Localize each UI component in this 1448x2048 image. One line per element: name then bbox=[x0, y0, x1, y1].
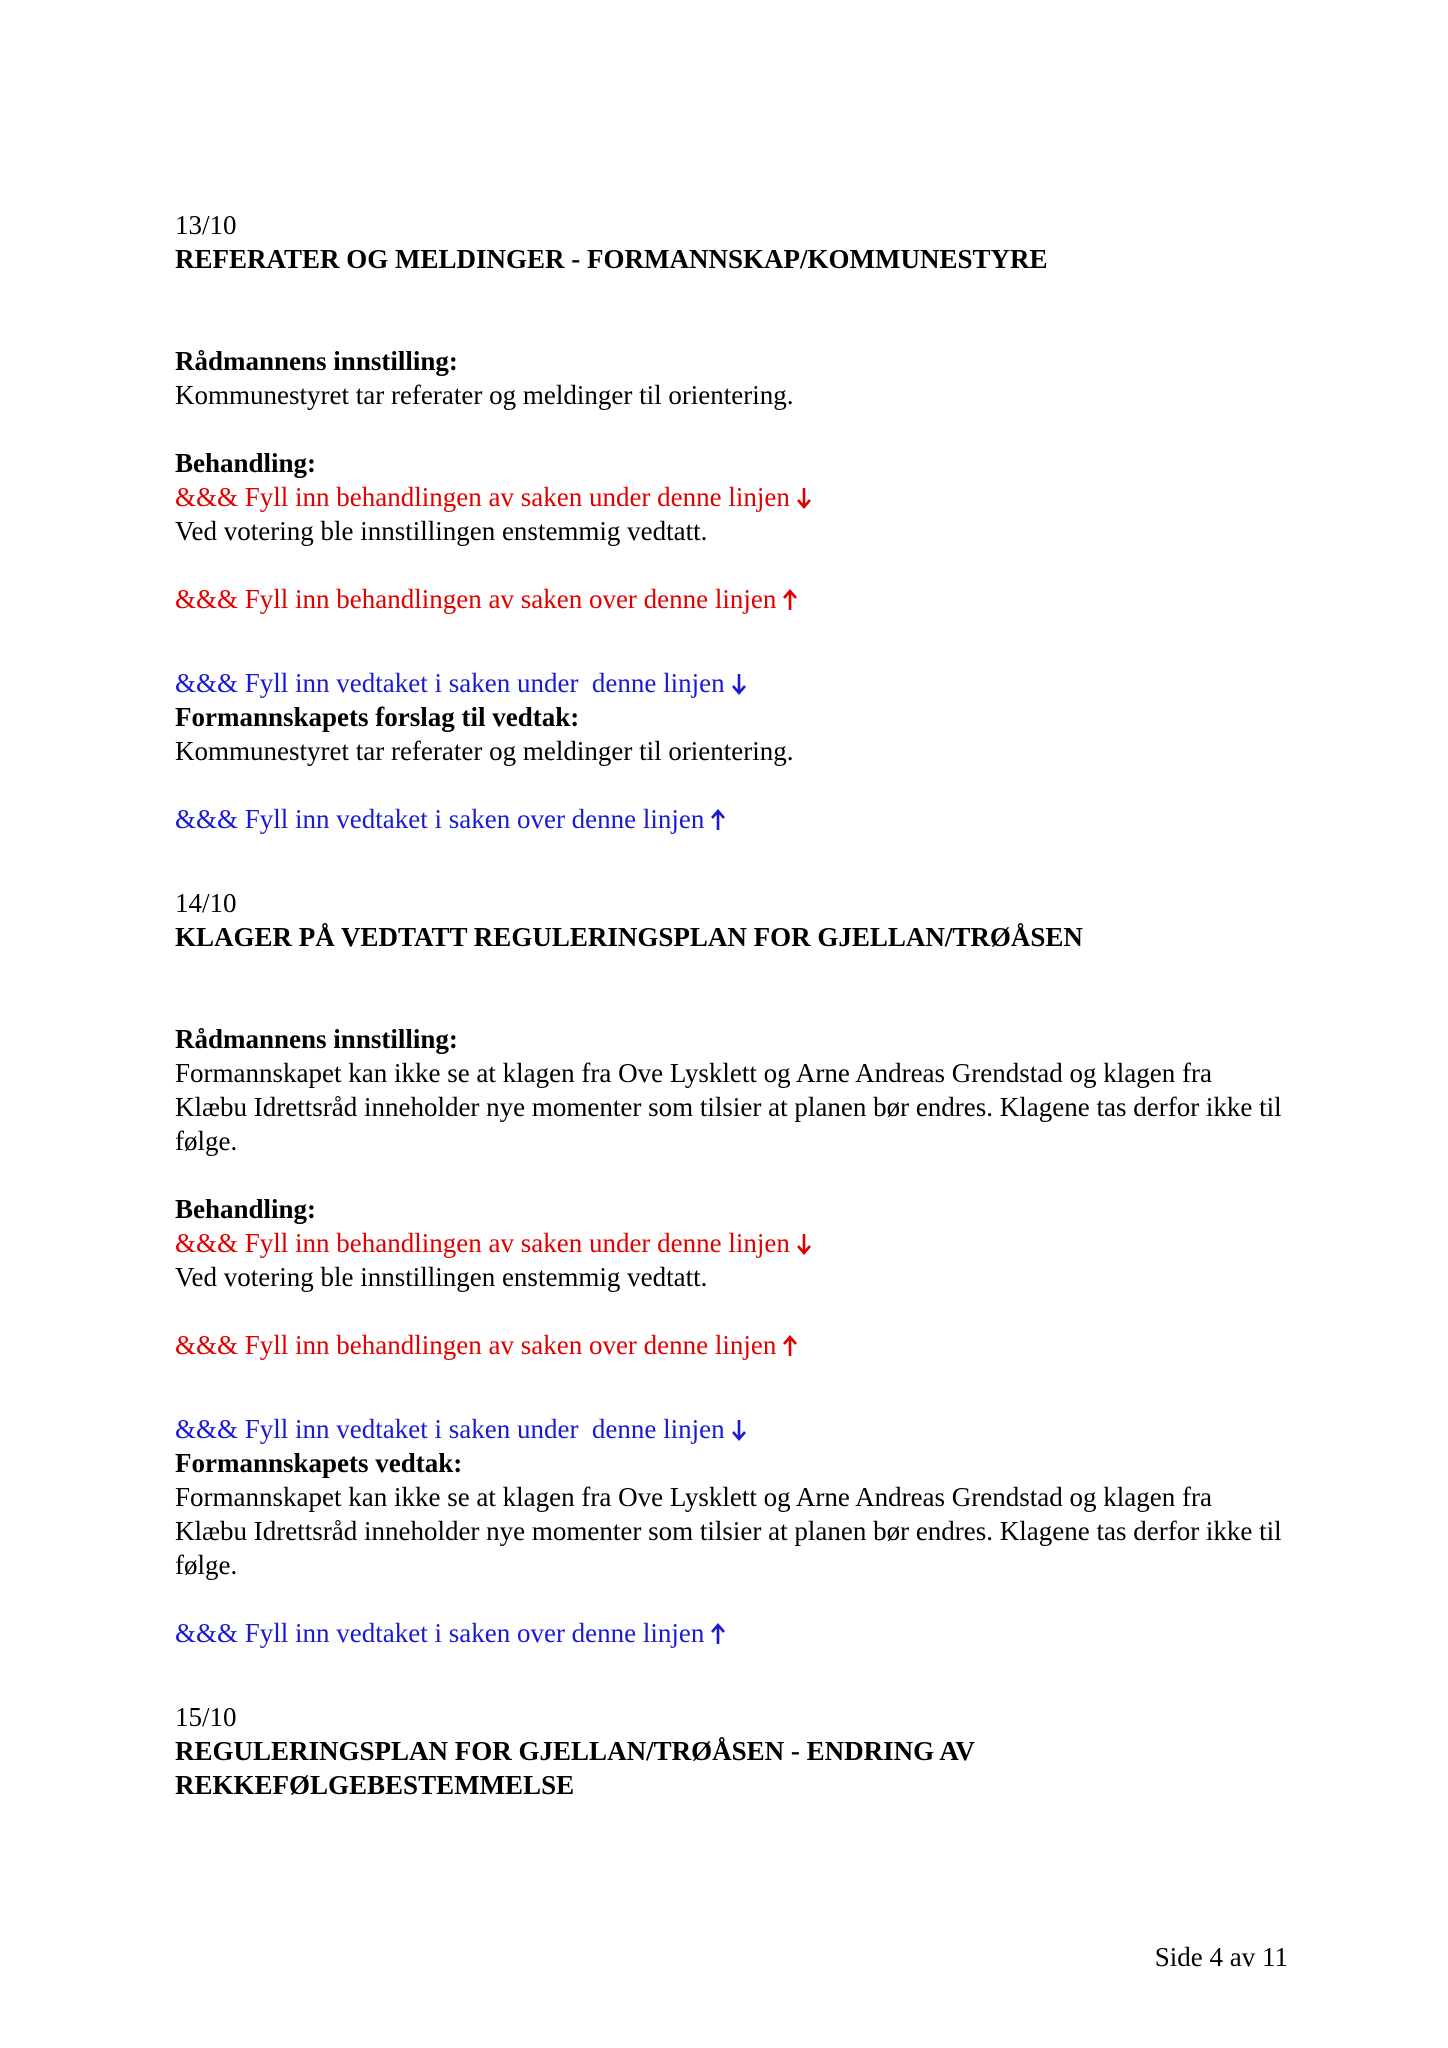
page-footer: Side 4 av 11 bbox=[1154, 1942, 1288, 1972]
vedtak-under-marker: &&& Fyll inn vedtaket i saken under denne linjen bbox=[175, 1412, 1285, 1446]
vedtak-over-marker: &&& Fyll inn vedtaket i saken over denne linjen bbox=[175, 802, 1285, 836]
innstilling-heading: Rådmannens innstilling: bbox=[175, 1024, 458, 1054]
case-title: REGULERINGSPLAN FOR GJELLAN/TRØÅSEN - ENDRING AV REKKEFØLGEBESTEMMELSE bbox=[175, 1736, 975, 1800]
arrow-up-icon bbox=[782, 589, 798, 611]
innstilling-text: Formannskapet kan ikke se at klagen fra Ove Lysklett og Arne Andreas Grendstad og klagen fra Klæbu Idrettsråd inneholder nye momenter som tilsier at planen bør endres. Klagene tas derfor ikke til følge. bbox=[175, 1058, 1282, 1156]
behandling-under-marker: &&& Fyll inn behandlingen av saken under denne linjen bbox=[175, 480, 1285, 514]
case-number: 14/10 bbox=[175, 888, 237, 918]
vedtak-text: Formannskapet kan ikke se at klagen fra Ove Lysklett og Arne Andreas Grendstad og klagen fra Klæbu Idrettsråd inneholder nye momenter som tilsier at planen bør endres. Klagene tas derfor ikke til følge. bbox=[175, 1482, 1282, 1580]
case-number: 15/10 bbox=[175, 1702, 237, 1732]
arrow-down-icon bbox=[731, 673, 747, 695]
vedtak-heading: Formannskapets vedtak: bbox=[175, 1448, 463, 1478]
arrow-down-icon bbox=[796, 487, 812, 509]
arrow-down-icon bbox=[731, 1419, 747, 1441]
case-title: KLAGER PÅ VEDTATT REGULERINGSPLAN FOR GJELLAN/TRØÅSEN bbox=[175, 922, 1083, 952]
document-page bbox=[175, 208, 1285, 1802]
vedtak-over-marker: &&& Fyll inn vedtaket i saken over denne linjen bbox=[175, 1616, 1285, 1650]
case-number: 13/10 bbox=[175, 210, 237, 240]
behandling-text: Ved votering ble innstillingen enstemmig vedtatt. bbox=[175, 516, 708, 546]
arrow-down-icon bbox=[796, 1233, 812, 1255]
innstilling-text: Kommunestyret tar referater og meldinger til orientering. bbox=[175, 380, 794, 410]
behandling-over-marker: &&& Fyll inn behandlingen av saken over denne linjen bbox=[175, 582, 1285, 616]
behandling-heading: Behandling: bbox=[175, 448, 317, 478]
vedtak-heading: Formannskapets forslag til vedtak: bbox=[175, 702, 580, 732]
vedtak-under-marker: &&& Fyll inn vedtaket i saken under denne linjen bbox=[175, 666, 1285, 700]
behandling-text: Ved votering ble innstillingen enstemmig vedtatt. bbox=[175, 1262, 708, 1292]
arrow-up-icon bbox=[782, 1335, 798, 1357]
innstilling-heading: Rådmannens innstilling: bbox=[175, 346, 458, 376]
behandling-heading: Behandling: bbox=[175, 1194, 317, 1224]
vedtak-text: Kommunestyret tar referater og meldinger til orientering. bbox=[175, 736, 794, 766]
arrow-up-icon bbox=[710, 1623, 726, 1645]
behandling-under-marker: &&& Fyll inn behandlingen av saken under denne linjen bbox=[175, 1226, 1285, 1260]
case-title: REFERATER OG MELDINGER - FORMANNSKAP/KOMMUNESTYRE bbox=[175, 244, 1048, 274]
behandling-over-marker: &&& Fyll inn behandlingen av saken over denne linjen bbox=[175, 1328, 1285, 1362]
arrow-up-icon bbox=[710, 809, 726, 831]
